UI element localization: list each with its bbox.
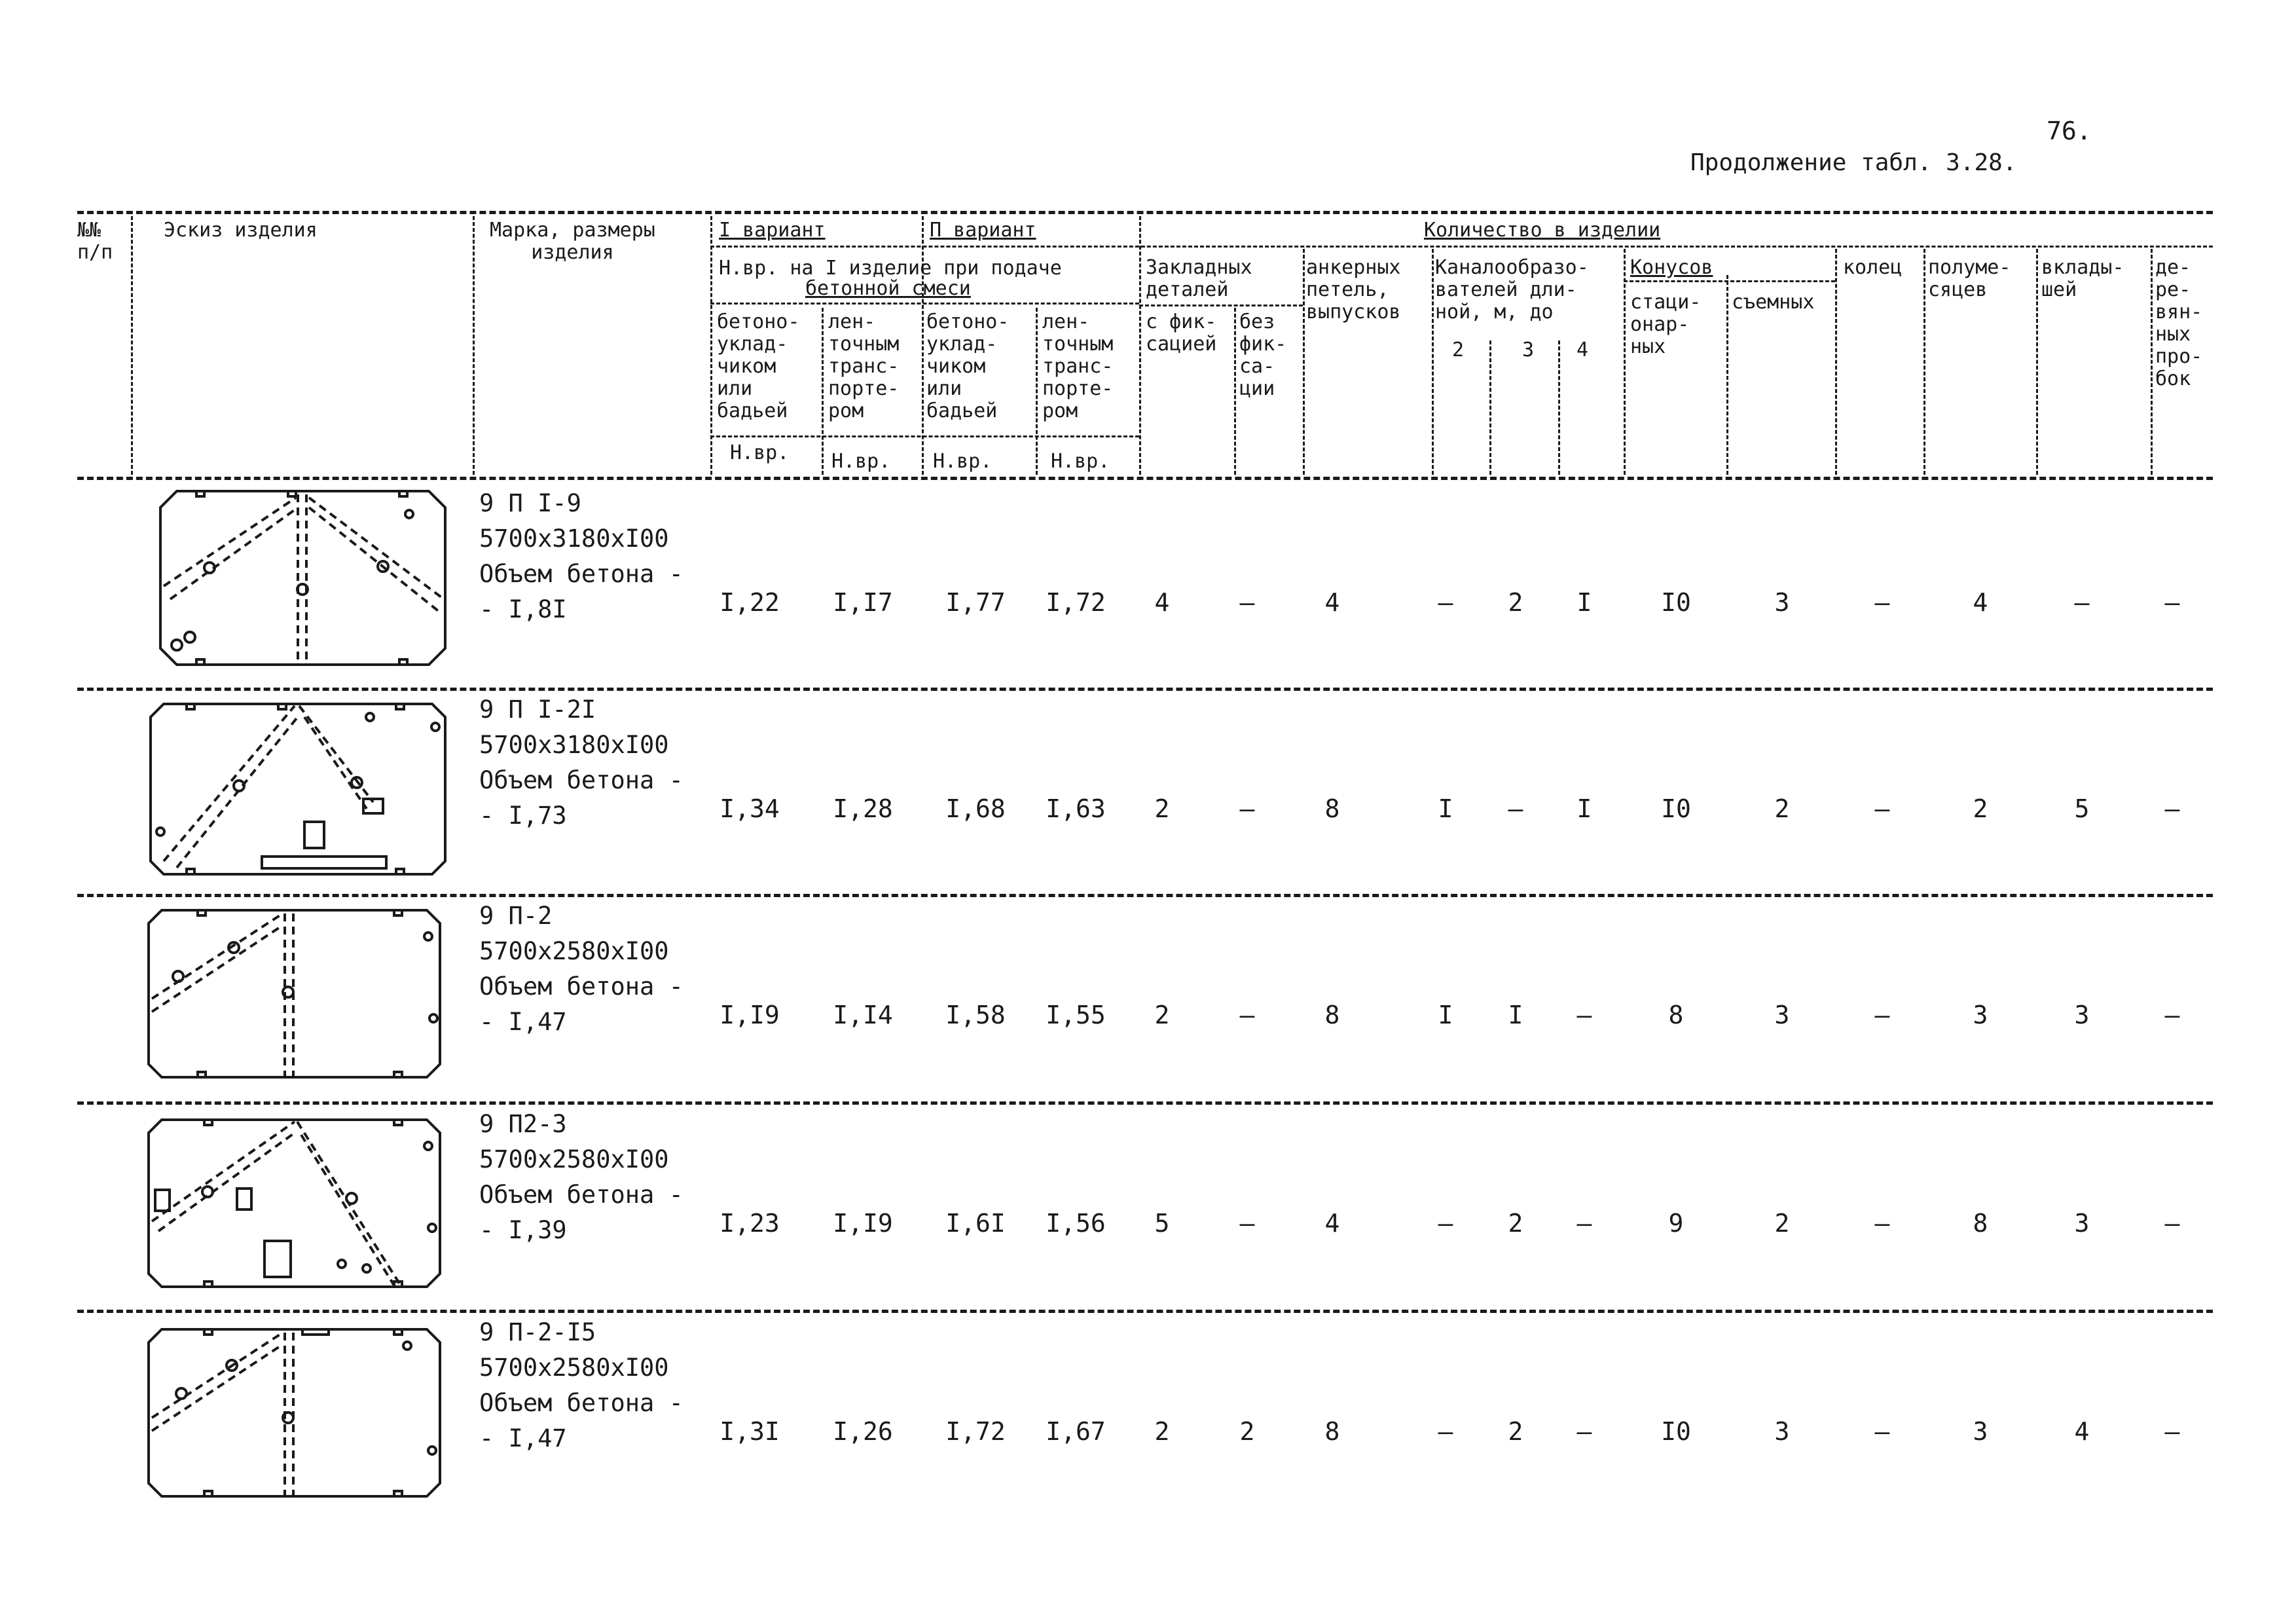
cell-cones-stationary: 8: [1668, 1001, 1684, 1029]
cell-nvr-var1-b: I,26: [833, 1417, 893, 1446]
concrete-volume-label: Объем бетона -: [479, 1389, 683, 1417]
concrete-volume-label: Объем бетона -: [479, 972, 683, 1001]
cell-nvr-var2-a: I,68: [945, 794, 1006, 823]
cell-embedded-fix: 2: [1154, 794, 1170, 823]
cell-cones-removable: 3: [1774, 588, 1790, 617]
cell-inserts: 5: [2074, 794, 2090, 823]
header-embedded-nofix: без фик- са- ции: [1239, 310, 1287, 400]
cell-embedded-nofix: –: [1239, 588, 1255, 617]
cell-nvr-var2-b: I,72: [1046, 588, 1106, 617]
concrete-volume: - I,47: [479, 1008, 567, 1036]
concrete-volume: - I,39: [479, 1216, 567, 1244]
row-separator: [77, 894, 2213, 897]
cell-embedded-fix: 2: [1154, 1417, 1170, 1446]
cell-nvr-var2-a: I,72: [945, 1417, 1006, 1446]
cell-channel-4m: –: [1576, 1209, 1592, 1238]
header-halfmoons: полуме- сяцев: [1928, 256, 2011, 301]
concrete-volume: - I,73: [479, 802, 567, 830]
cell-channel-3m: 2: [1508, 1209, 1523, 1238]
cell-embedded-fix: 4: [1154, 588, 1170, 617]
cell-rings: –: [1874, 1417, 1890, 1446]
row-separator: [77, 688, 2213, 691]
cell-cones-removable: 3: [1774, 1417, 1790, 1446]
header-sub-rule: [1624, 280, 1835, 282]
header-unit: Н.вр.: [1051, 450, 1110, 473]
cell-wood-plugs: –: [2164, 1001, 2180, 1029]
cell-halfmoons: 8: [1973, 1209, 1988, 1238]
header-channel: Каналообразо- вателей дли- ной, м, до: [1435, 256, 1589, 323]
cell-embedded-nofix: 2: [1239, 1417, 1255, 1446]
cell-nvr-var1-a: I,I9: [720, 1001, 780, 1029]
cell-channel-2m: I: [1438, 794, 1453, 823]
header-divider: [1036, 308, 1038, 475]
cell-nvr-var1-a: I,23: [720, 1209, 780, 1238]
cell-nvr-var1-b: I,I4: [833, 1001, 893, 1029]
product-mark: 9 П-2: [479, 902, 553, 930]
header-divider: [1558, 341, 1560, 475]
cell-cones-stationary: I0: [1661, 588, 1691, 617]
cell-nvr-var1-b: I,28: [833, 794, 893, 823]
cell-anchor-loops: 4: [1324, 1209, 1340, 1238]
cell-inserts: 3: [2074, 1001, 2090, 1029]
cell-wood-plugs: –: [2164, 588, 2180, 617]
header-unit: Н.вр.: [831, 450, 891, 473]
cell-nvr-var2-b: I,55: [1046, 1001, 1106, 1029]
header-sub-rule: [1139, 304, 1303, 306]
cell-nvr-var1-a: I,22: [720, 588, 780, 617]
cell-halfmoons: 4: [1973, 588, 1988, 617]
header-divider: [131, 216, 133, 475]
row-separator: [77, 1101, 2213, 1105]
header-divider: [2036, 249, 2038, 475]
cell-inserts: –: [2074, 588, 2090, 617]
header-cones-rem: съемных: [1732, 291, 1815, 314]
header-variant-2: П вариант: [930, 219, 1036, 242]
cell-halfmoons: 3: [1973, 1417, 1988, 1446]
product-sketch: [145, 907, 443, 1080]
cell-cones-stationary: I0: [1661, 794, 1691, 823]
cell-cones-stationary: 9: [1668, 1209, 1684, 1238]
product-sketch: [145, 1116, 443, 1290]
header-nvr-caption-2: бетонной смеси: [805, 277, 971, 300]
cell-embedded-fix: 5: [1154, 1209, 1170, 1238]
cell-channel-2m: –: [1438, 1209, 1453, 1238]
cell-channel-4m: –: [1576, 1001, 1592, 1029]
cell-embedded-nofix: –: [1239, 1209, 1255, 1238]
header-divider: [1624, 249, 1626, 475]
product-mark: 9 П-2-I5: [479, 1318, 596, 1346]
header-cones: Конусов: [1630, 256, 1713, 279]
product-size: 5700х2580хI00: [479, 1145, 669, 1173]
table-caption: Продолжение табл. 3.28.: [1690, 149, 2017, 176]
concrete-volume: - I,8I: [479, 595, 567, 623]
concrete-volume-label: Объем бетона -: [479, 766, 683, 794]
product-size: 5700х3180хI00: [479, 525, 669, 553]
cell-halfmoons: 2: [1973, 794, 1988, 823]
header-divider: [1139, 216, 1141, 475]
cell-inserts: 4: [2074, 1417, 2090, 1446]
header-divider: [2151, 249, 2153, 475]
cell-cones-removable: 2: [1774, 794, 1790, 823]
product-mark: 9 П I-2I: [479, 695, 596, 724]
cell-channel-4m: –: [1576, 1417, 1592, 1446]
header-nvr-caption: Н.вр. на I изделие при подаче: [719, 257, 1062, 280]
cell-channel-4m: I: [1576, 794, 1592, 823]
cell-rings: –: [1874, 794, 1890, 823]
header-sub-b: лен- точным транс- порте- ром: [828, 310, 900, 422]
header-rings: колец: [1843, 256, 1903, 279]
product-mark: 9 П I-9: [479, 489, 581, 517]
header-unit: Н.вр.: [730, 441, 790, 464]
cell-cones-stationary: I0: [1661, 1417, 1691, 1446]
header-sub-c: бетоно- уклад- чиком или бадьей: [926, 310, 1010, 422]
cell-anchor-loops: 8: [1324, 1417, 1340, 1446]
cell-nvr-var2-a: I,77: [945, 588, 1006, 617]
cell-nvr-var2-b: I,63: [1046, 794, 1106, 823]
product-size: 5700х2580хI00: [479, 1354, 669, 1382]
header-col-sketch: Эскиз изделия: [164, 219, 318, 242]
row-separator: [77, 1310, 2213, 1313]
concrete-volume-label: Объем бетона -: [479, 560, 683, 588]
concrete-volume-label: Объем бетона -: [479, 1181, 683, 1209]
header-cones-stat: стаци- онар- ных: [1630, 291, 1702, 358]
concrete-volume: - I,47: [479, 1424, 567, 1452]
product-sketch: [157, 488, 448, 668]
cell-nvr-var2-a: I,58: [945, 1001, 1006, 1029]
header-len-2: 2: [1452, 339, 1465, 361]
header-sub-rule: [710, 435, 1139, 437]
product-sketch: [145, 1326, 443, 1500]
header-sub-rule: [710, 246, 2213, 248]
header-sub-rule: [710, 303, 1139, 304]
cell-anchor-loops: 8: [1324, 1001, 1340, 1029]
cell-channel-2m: I: [1438, 1001, 1453, 1029]
cell-rings: –: [1874, 588, 1890, 617]
header-divider: [1835, 249, 1837, 475]
header-embedded: Закладных деталей: [1146, 256, 1252, 301]
product-size: 5700х2580хI00: [479, 937, 669, 965]
cell-wood-plugs: –: [2164, 1417, 2180, 1446]
product-sketch: [147, 701, 448, 877]
header-col-num: №№ п/п: [77, 219, 113, 264]
cell-embedded-fix: 2: [1154, 1001, 1170, 1029]
cell-nvr-var1-a: I,34: [720, 794, 780, 823]
cell-channel-3m: 2: [1508, 1417, 1523, 1446]
cell-anchor-loops: 8: [1324, 794, 1340, 823]
header-divider: [822, 308, 824, 475]
header-variant-1: I вариант: [719, 219, 826, 242]
cell-embedded-nofix: –: [1239, 1001, 1255, 1029]
header-col-mark: Марка, размеры изделия: [490, 219, 655, 264]
header-divider: [1726, 275, 1728, 475]
header-len-4: 4: [1576, 339, 1589, 361]
cell-channel-3m: 2: [1508, 588, 1523, 617]
cell-anchor-loops: 4: [1324, 588, 1340, 617]
cell-channel-3m: –: [1508, 794, 1523, 823]
cell-channel-4m: I: [1576, 588, 1592, 617]
header-plugs: де- ре- вян- ных про- бок: [2155, 256, 2203, 390]
cell-rings: –: [1874, 1001, 1890, 1029]
header-unit: Н.вр.: [933, 450, 993, 473]
cell-embedded-nofix: –: [1239, 794, 1255, 823]
cell-nvr-var2-b: I,67: [1046, 1417, 1106, 1446]
header-anchor: анкерных петель, выпусков: [1306, 256, 1401, 323]
cell-nvr-var1-b: I,I9: [833, 1209, 893, 1238]
cell-nvr-var2-b: I,56: [1046, 1209, 1106, 1238]
cell-wood-plugs: –: [2164, 1209, 2180, 1238]
header-divider: [1303, 249, 1305, 475]
cell-nvr-var2-a: I,6I: [945, 1209, 1006, 1238]
product-size: 5700х3180хI00: [479, 731, 669, 759]
cell-channel-2m: –: [1438, 1417, 1453, 1446]
cell-channel-2m: –: [1438, 588, 1453, 617]
header-len-3: 3: [1522, 339, 1535, 361]
header-divider: [1432, 249, 1434, 475]
cell-nvr-var1-a: I,3I: [720, 1417, 780, 1446]
cell-cones-removable: 2: [1774, 1209, 1790, 1238]
header-sub-d: лен- точным транс- порте- ром: [1042, 310, 1114, 422]
header-divider: [1234, 308, 1236, 475]
cell-nvr-var1-b: I,I7: [833, 588, 893, 617]
header-embedded-fix: с фик- сацией: [1146, 310, 1217, 356]
header-divider: [1923, 249, 1925, 475]
header-inserts: вклады- шей: [2041, 256, 2124, 301]
cell-cones-removable: 3: [1774, 1001, 1790, 1029]
cell-rings: –: [1874, 1209, 1890, 1238]
header-divider: [1489, 341, 1491, 475]
product-mark: 9 П2-3: [479, 1110, 567, 1138]
header-top-rule: [77, 211, 2213, 214]
cell-wood-plugs: –: [2164, 794, 2180, 823]
cell-channel-3m: I: [1508, 1001, 1523, 1029]
header-sub-a: бетоно- уклад- чиком или бадьей: [717, 310, 800, 422]
page-number: 76.: [2047, 117, 2092, 145]
header-divider: [473, 216, 475, 475]
cell-halfmoons: 3: [1973, 1001, 1988, 1029]
cell-inserts: 3: [2074, 1209, 2090, 1238]
header-bottom-rule: [77, 477, 2213, 480]
header-quantity-title: Количество в изделии: [1424, 219, 1661, 242]
